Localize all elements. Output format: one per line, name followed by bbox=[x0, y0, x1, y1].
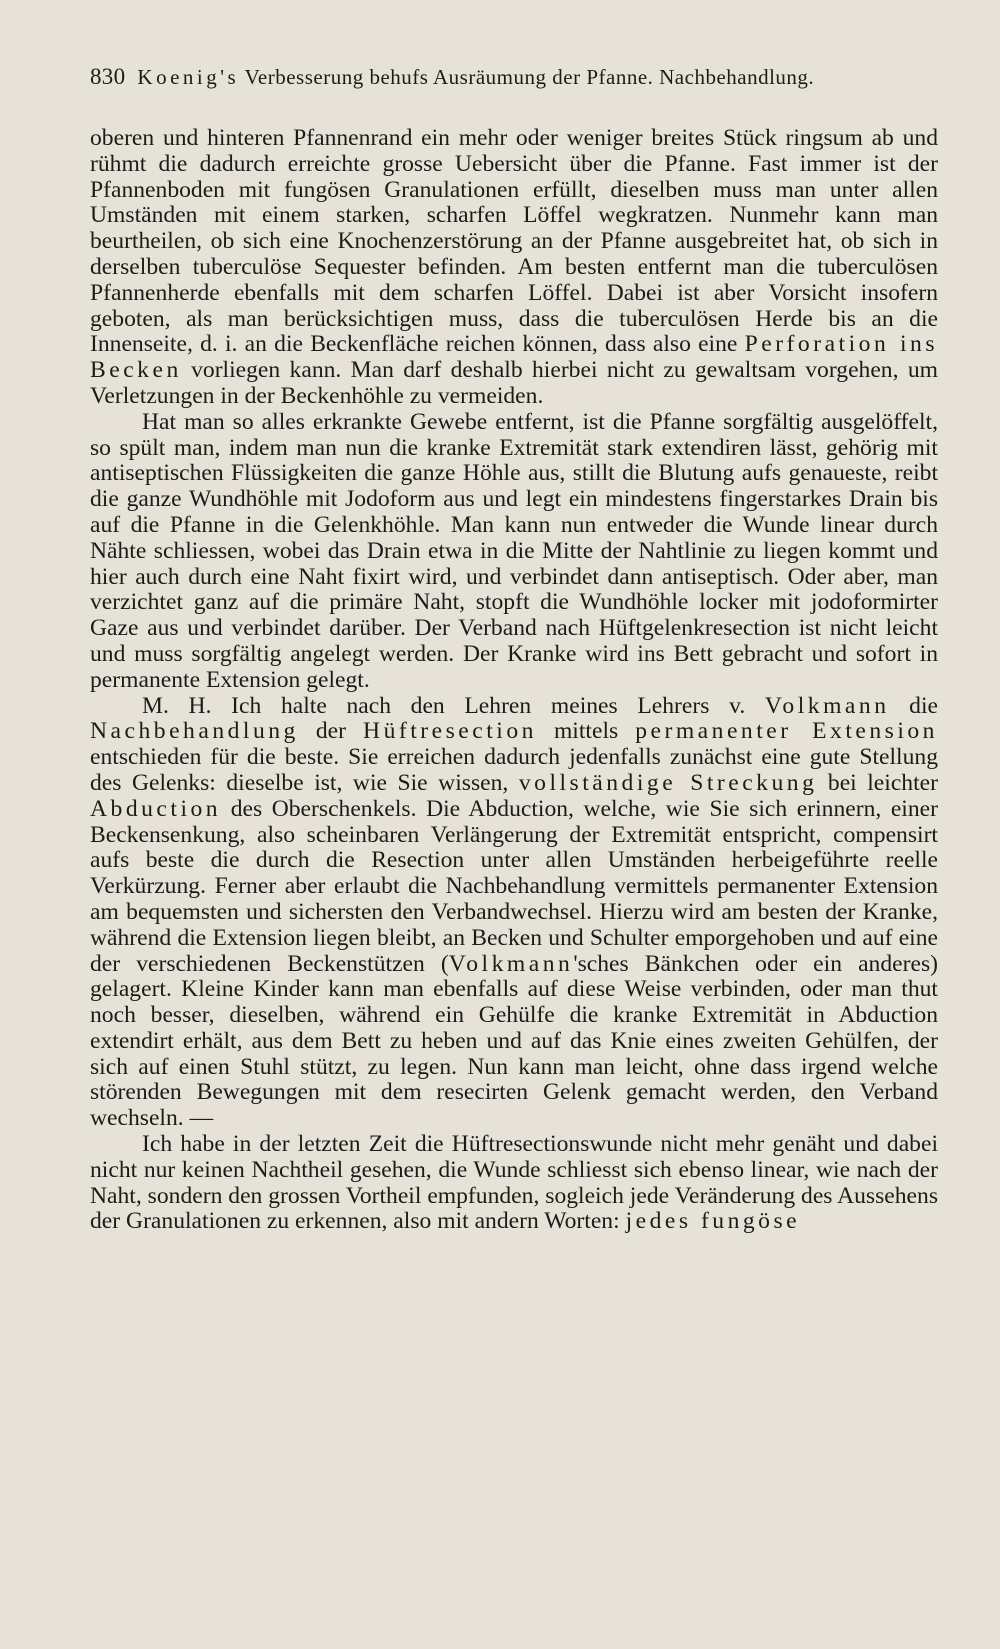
text-run: 'sches Bänkchen oder ein anderes) gelagert. Kleine Kinder kann man ebenfalls auf diese Weise verbinden, oder man thut noch besser, dieselben, während ein Gehülfe die kranke Extremität in Abduction extendirt erhält, aus dem Bett zu heben und auf das Knie eines zweiten Gehülfen, der sich auf einen Stuhl stützt, zu legen. Nun kann man leicht, ohne dass irgend welche störenden Bewegungen mit dem resecirten Gelenk gemacht werden, den Verband wechseln. — bbox=[90, 950, 938, 1132]
body-text bbox=[90, 126, 938, 1235]
paragraph bbox=[90, 1132, 938, 1235]
text-run: oberen und hinteren Pfannenrand ein mehr oder weniger breites Stück ringsum ab und rühmt die dadurch erreichte grosse Uebersicht über die Pfanne. Fast immer ist der Pfannenboden mit fungösen Granulationen erfüllt, dieselben muss man unter allen Umständen mit einem starken, scharfen Löffel wegkratzen. Nunmehr kann man beurtheilen, ob sich eine Knochenzerstörung an der Pfanne ausgebreitet hat, ob sich in derselben tuberculöse Sequester befinden. Am besten entfernt man die tuberculösen Pfannenherde ebenfalls mit dem scharfen Löffel. Dabei ist aber Vorsicht insofern geboten, als man berücksichtigen muss, dass die tuberculösen Herde bis an die Innenseite, d. i. an die Beckenfläche reichen können, dass also eine bbox=[90, 125, 938, 358]
text-run: des Oberschenkels. Die Abduction, welche, wie Sie sich erinnern, einer Beckensenkung, also scheinbaren Verlängerung der Extremität entspricht, compensirt aufs beste die durch die Resection unter allen Umständen herbeigeführte reelle Verkürzung. Ferner aber erlaubt die Nachbehandlung vermittels permanenter Extension am bequemsten und sichersten den Verbandwechsel. Hierzu wird am besten der Kranke, während die Extension liegen bleibt, an Becken und Schulter emporgehoben und auf eine der verschiedenen Beckenstützen ( bbox=[90, 795, 938, 977]
text-run: vorliegen kann. Man darf deshalb hierbei nicht zu gewaltsam vorgehen, um Verletzungen in der Beckenhöhle zu vermeiden. bbox=[90, 357, 938, 409]
text-run: entschieden für die beste. Sie erreichen dadurch jedenfalls zunächst eine gute Stellung des Gelenks: dieselbe ist, wie Sie wissen, bbox=[90, 744, 938, 796]
paragraph bbox=[90, 694, 938, 1133]
running-title bbox=[137, 65, 814, 90]
text-run: der bbox=[298, 718, 364, 745]
spaced-emphasis: vollständige Streckung bbox=[518, 769, 818, 796]
spaced-emphasis: Volkmann bbox=[764, 692, 890, 719]
spaced-emphasis: Volkmann bbox=[448, 950, 574, 977]
paragraph bbox=[90, 410, 938, 694]
running-title-author: Koenig's bbox=[137, 65, 240, 89]
text-run: die bbox=[889, 692, 938, 719]
spaced-emphasis: permanenter Extension bbox=[635, 718, 938, 745]
running-head bbox=[90, 64, 938, 90]
spaced-emphasis: Hüftresection bbox=[363, 718, 537, 745]
spaced-emphasis: jedes fungöse bbox=[625, 1208, 801, 1235]
spaced-emphasis: Abduction bbox=[90, 795, 222, 822]
spaced-emphasis: Nachbehandlung bbox=[90, 718, 299, 745]
spaced-emphasis: Perforation ins Becken bbox=[90, 331, 939, 384]
page-number: 830 bbox=[90, 64, 126, 89]
paragraph bbox=[90, 126, 938, 410]
text-run: M. H. Ich halte nach den Lehren meines Lehrers v. bbox=[142, 692, 765, 719]
text-run: mittels bbox=[536, 718, 636, 745]
text-run: Ich habe in der letzten Zeit die Hüftresectionswunde nicht mehr genäht und dabei nicht nur keinen Nachtheil gesehen, die Wunde schliesst sich ebenso linear, wie nach der Naht, sondern den grossen Vortheil empfunden, sogleich jede Veränderung des Aussehens der Granulationen zu erkennen, also mit andern Worten: bbox=[90, 1131, 938, 1235]
text-run: Hat man so alles erkrankte Gewebe entfernt, ist die Pfanne sorgfältig ausgelöffelt, so spült man, indem man nun die kranke Extremität stark extendiren lässt, gehörig mit antiseptischen Flüssigkeiten die ganze Höhle aus, stillt die Blutung aufs genaueste, reibt die ganze Wundhöhle mit Jodoform aus und legt ein mindestens fingerstarkes Drain bis auf die Pfanne in die Gelenkhöhle. Man kann nun entweder die Wunde linear durch Nähte schliessen, wobei das Drain etwa in die Mitte der Nahtlinie zu liegen kommt und hier auch durch eine Naht fixirt wird, und verbindet dann antiseptisch. Oder aber, man verzichtet ganz auf die primäre Naht, stopft die Wundhöhle locker mit jodoformirter Gaze aus und verbindet darüber. Der Verband nach Hüftgelenkresection ist nicht leicht und muss sorgfältig angelegt werden. Der Kranke wird ins Bett gebracht und sofort in permanente Extension gelegt. bbox=[90, 408, 938, 693]
running-title-rest: Verbesserung behufs Ausräumung der Pfanne. Nachbehandlung. bbox=[244, 65, 815, 89]
text-run: bei leichter bbox=[817, 769, 938, 796]
